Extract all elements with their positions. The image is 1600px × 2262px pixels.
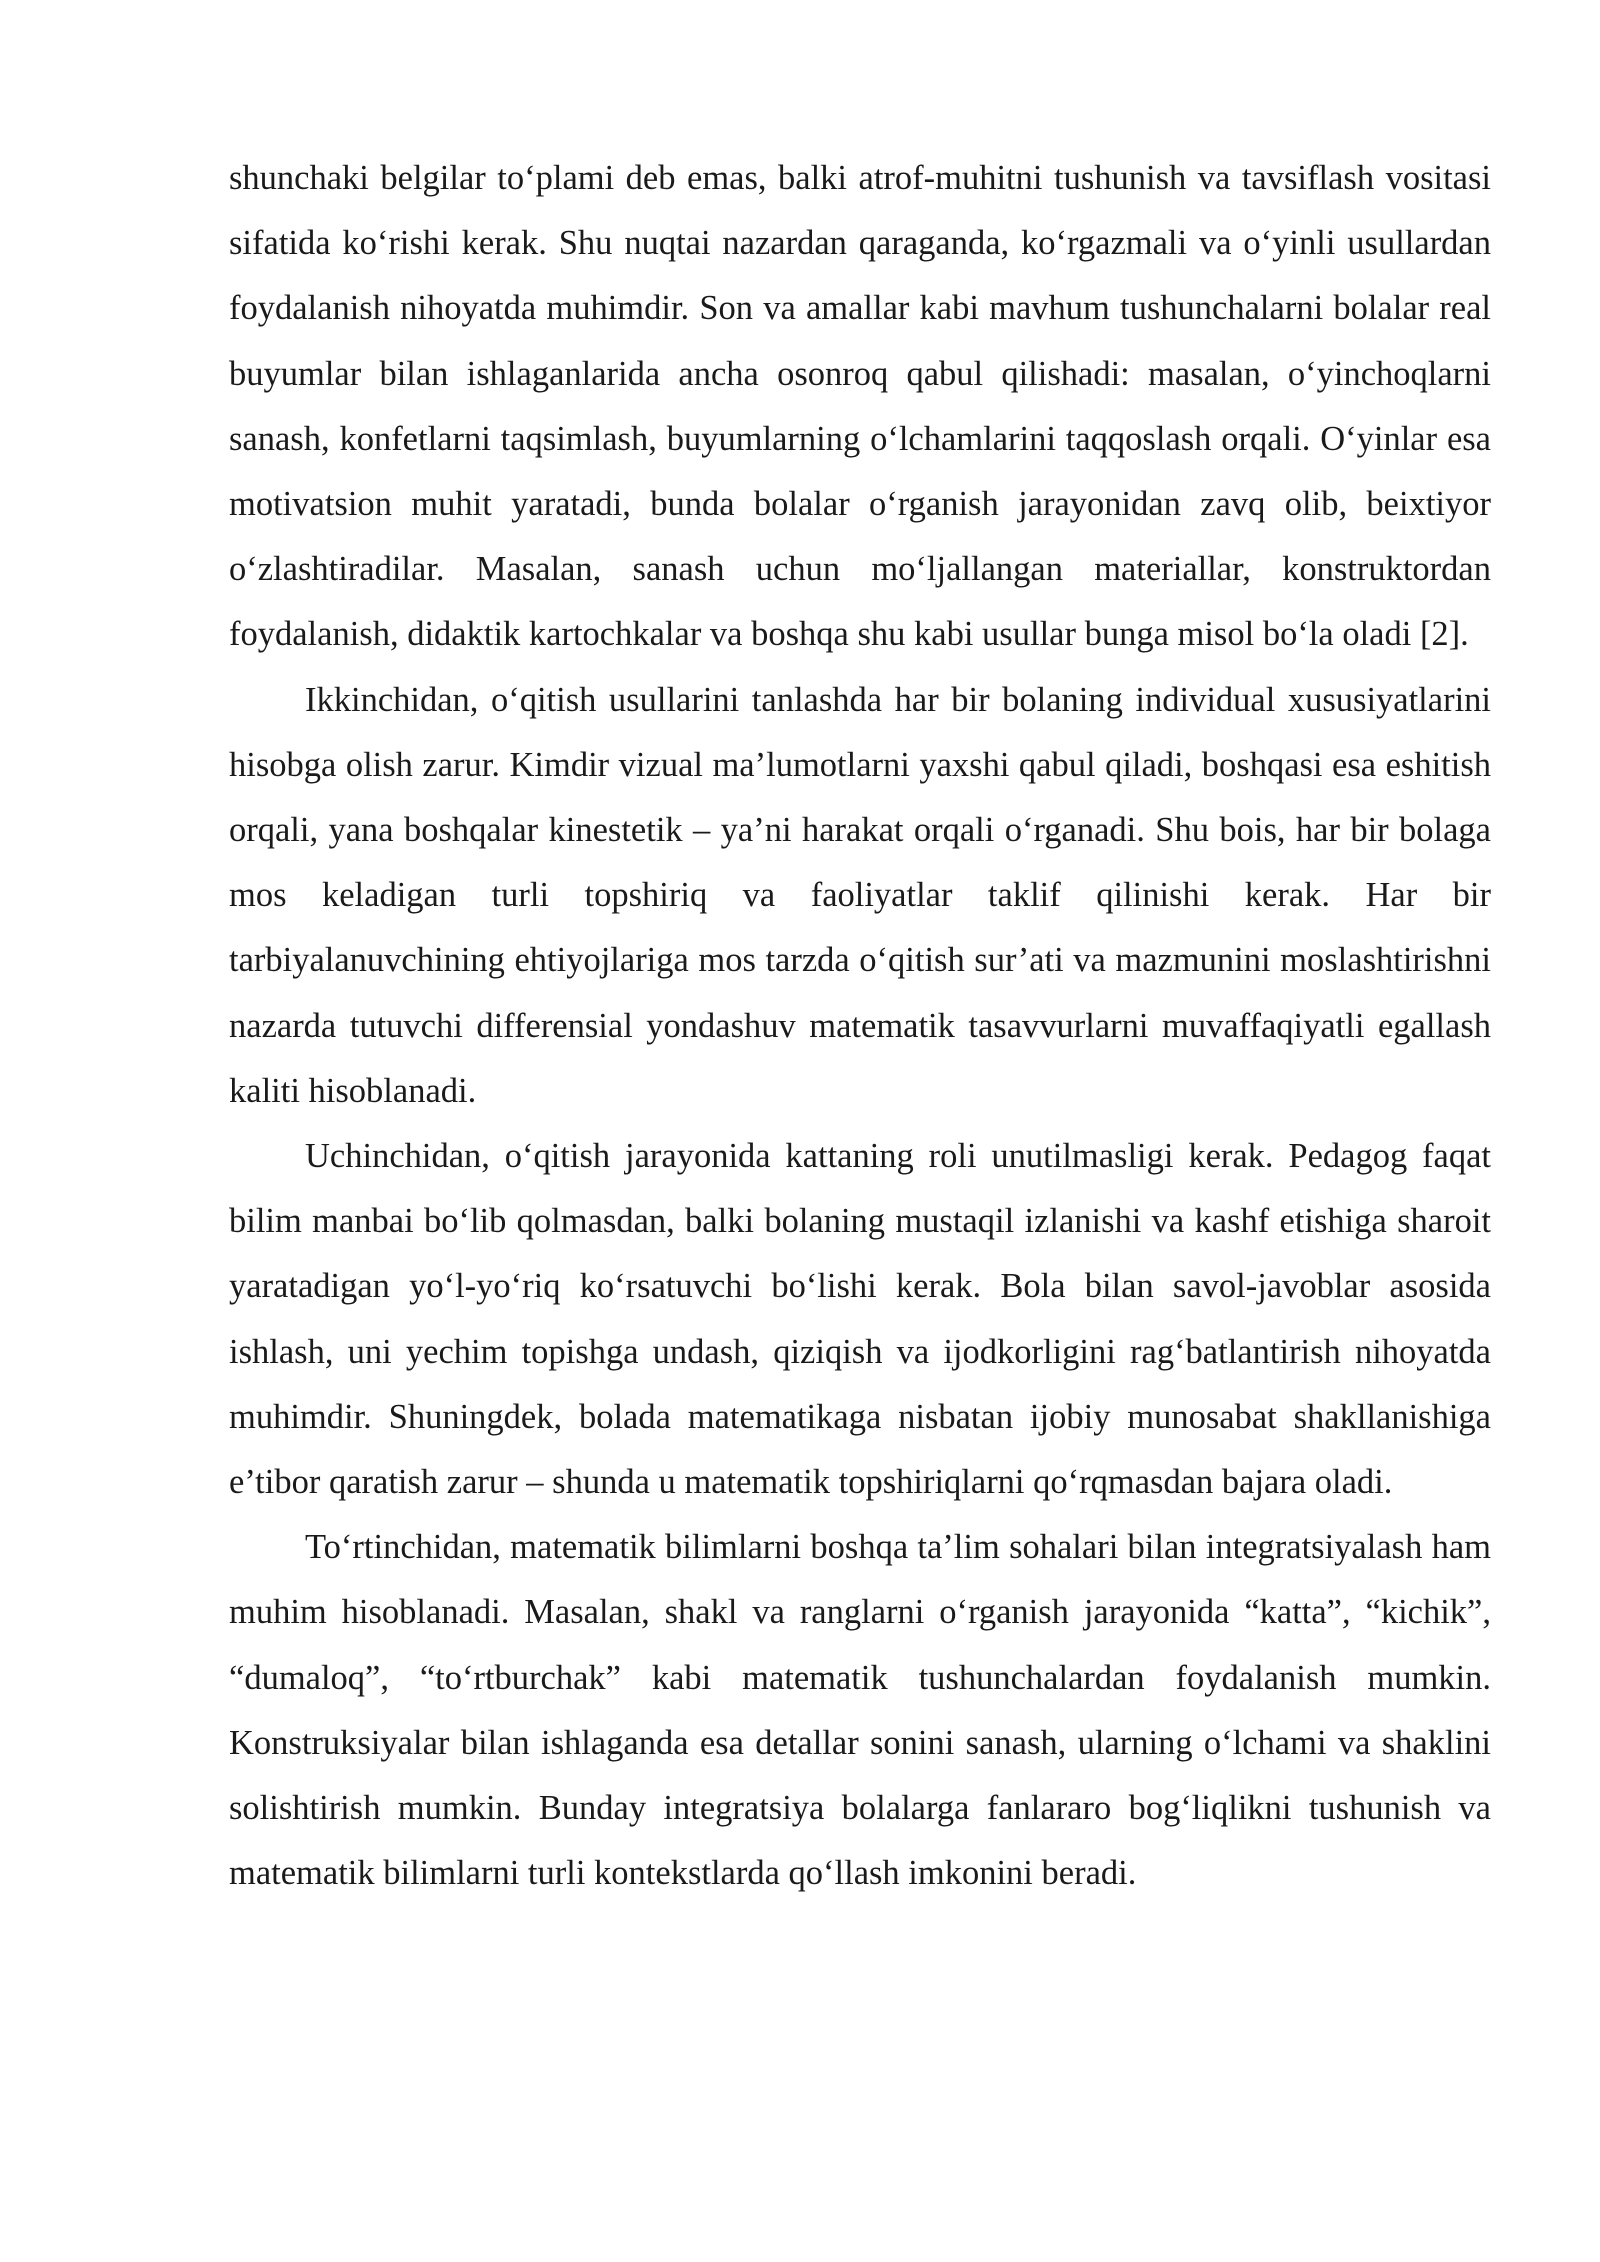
paragraph-tortinchidan: To‘rtinchidan, matematik bilimlarni boshqa ta’lim sohalari bilan integratsiyalash ham muhim hisoblanadi. Masalan, shakl va ranglarni o‘rganish jarayonida “katta”, “kichik”, “dumaloq”, “to‘rtburchak” kabi matematik tushunchalardan foydalanish mumkin. Konstruksiyalar bilan ishlaganda esa detallar sonini sanash, ularning o‘lchami va shaklini solishtirish mumkin. Bunday integratsiya bolalarga fanlararo bog‘liqlikni tushunish va matematik bilimlarni turli kontekstlarda qo‘llash imkonini beradi. xyxy=(229,1528,1491,1893)
paragraph-continuation: shunchaki belgilar to‘plami deb emas, balki atrof-muhitni tushunish va tavsiflash vositasi sifatida ko‘rishi kerak. Shu nuqtai nazardan qaraganda, ko‘rgazmali va o‘yinli usullardan foydalanish nihoyatda muhimdir. Son va amallar kabi mavhum tushunchalarni bolalar real buyumlar bilan ishlaganlarida ancha osonroq qabul qilishadi: masalan, o‘yinchoqlarni sanash, konfetlarni taqsimlash, buyumlarning o‘lchamlarini taqqoslash orqali. O‘yinlar esa motivatsion muhit yaratadi, bunda bolalar o‘rganish jarayonidan zavq olib, beixtiyor o‘zlashtiradilar. Masalan, sanash uchun mo‘ljallangan materiallar, konstruktordan foydalanish, didaktik kartochkalar va boshqa shu kabi usullar bunga misol bo‘la oladi [2]. xyxy=(229,159,1491,654)
document-page xyxy=(229,146,1491,1906)
paragraph-uchinchidan: Uchinchidan, o‘qitish jarayonida kattaning roli unutilmasligi kerak. Pedagog faqat bilim manbai bo‘lib qolmasdan, balki bolaning mustaqil izlanishi va kashf etishiga sharoit yaratadigan yo‘l-yo‘riq ko‘rsatuvchi bo‘lishi kerak. Bola bilan savol-javoblar asosida ishlash, uni yechim topishga undash, qiziqish va ijodkorligini rag‘batlantirish nihoyatda muhimdir. Shuningdek, bolada matematikaga nisbatan ijobiy munosabat shakllanishiga e’tibor qaratish zarur – shunda u matematik topshiriqlarni qo‘rqmasdan bajara oladi. xyxy=(229,1137,1491,1502)
paragraph-ikkinchidan: Ikkinchidan, o‘qitish usullarini tanlashda har bir bolaning individual xususiyatlarini hisobga olish zarur. Kimdir vizual ma’lumotlarni yaxshi qabul qiladi, boshqasi esa eshitish orqali, yana boshqalar kinestetik – ya’ni harakat orqali o‘rganadi. Shu bois, har bir bolaga mos keladigan turli topshiriq va faoliyatlar taklif qilinishi kerak. Har bir tarbiyalanuvchining ehtiyojlariga mos tarzda o‘qitish sur’ati va mazmunini moslashtirishni nazarda tutuvchi differensial yondashuv matematik tasavvurlarni muvaffaqiyatli egallash kaliti hisoblanadi. xyxy=(229,680,1491,1110)
